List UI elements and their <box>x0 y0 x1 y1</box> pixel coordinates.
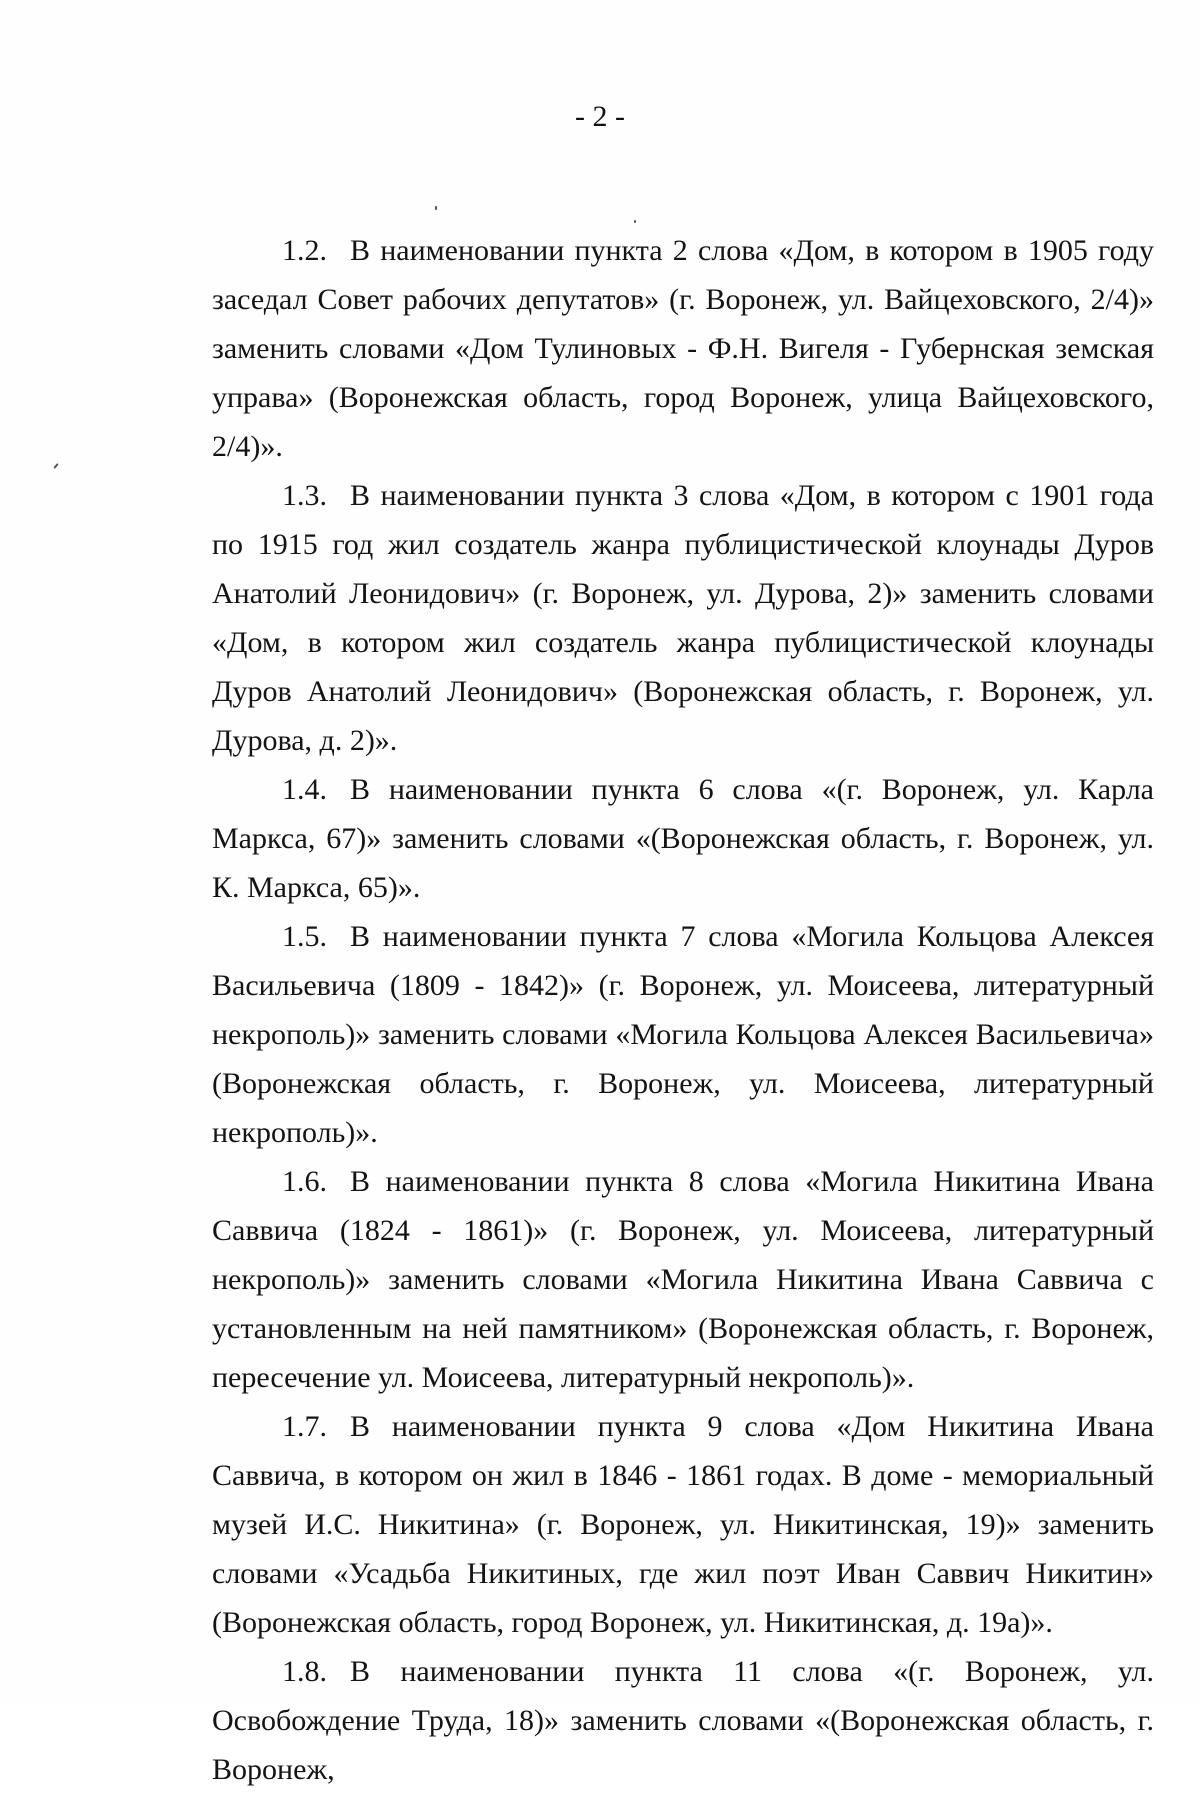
scan-speck <box>634 220 636 223</box>
clause-text: В наименовании пункта 3 слова «Дом, в котором с 1901 года по 1915 год жил создатель жанра публицистической клоунады Дуров Анатолий Леонидович» (г. Воронеж, ул. Дурова, 2)» заменить словами «Дом, в котором жил создатель жанра публицистической клоунады Дуров Анатолий Леонидович» (Воронежская область, г. Воронеж, ул. Дурова, д. 2)». <box>212 479 1154 757</box>
clause-1-5 <box>212 912 1154 1157</box>
clause-text: В наименовании пункта 8 слова «Могила Никитина Ивана Саввича (1824 - 1861)» (г. Воронеж, ул. Моисеева, литературный некрополь)» заменить словами «Могила Никитина Ивана Саввича с установленным на ней памятником» (Воронежская область, г. Воронеж, пересечение ул. Моисеева, литературный некрополь)». <box>212 1165 1154 1394</box>
scan-speck <box>53 463 58 469</box>
page-number: - 2 - <box>575 100 625 133</box>
clause-1-4 <box>212 765 1154 912</box>
clause-number: 1.5. <box>282 920 327 953</box>
clause-text: В наименовании пункта 9 слова «Дом Никитина Ивана Саввича, в котором он жил в 1846 - 1861 годах. В доме - мемориальный музей И.С. Никитина» (г. Воронеж, ул. Никитинская, 19)» заменить словами «Усадьба Никитиных, где жил поэт Иван Саввич Никитин» (Воронежская область, город Воронеж, ул. Никитинская, д. 19а)». <box>212 1410 1154 1639</box>
clause-text: В наименовании пункта 6 слова «(г. Воронеж, ул. Карла Маркса, 67)» заменить словами «(Воронежская область, г. Воронеж, ул. К. Маркса, 65)». <box>212 773 1154 904</box>
clause-text: В наименовании пункта 2 слова «Дом, в котором в 1905 году заседал Совет рабочих депутатов» (г. Воронеж, ул. Вайцеховского, 2/4)» заменить словами «Дом Тулиновых - Ф.Н. Вигеля - Губернская земская управа» (Воронежская область, город Воронеж, улица Вайцеховского, 2/4)». <box>212 234 1154 463</box>
clause-number: 1.2. <box>282 234 327 267</box>
clause-number: 1.7. <box>282 1410 327 1443</box>
document-body <box>212 226 1154 1794</box>
clause-number: 1.6. <box>282 1165 327 1198</box>
clause-text: В наименовании пункта 11 слова «(г. Воронеж, ул. Освобождение Труда, 18)» заменить словами «(Воронежская область, г. Воронеж, <box>212 1655 1154 1786</box>
clause-1-7 <box>212 1402 1154 1647</box>
clause-1-6 <box>212 1157 1154 1402</box>
clause-number: 1.3. <box>282 479 327 512</box>
clause-1-8 <box>212 1647 1154 1794</box>
clause-number: 1.4. <box>282 773 327 806</box>
clause-1-2 <box>212 226 1154 471</box>
scan-speck <box>435 206 437 210</box>
clause-1-3 <box>212 471 1154 765</box>
clause-number: 1.8. <box>282 1655 327 1688</box>
clause-text: В наименовании пункта 7 слова «Могила Кольцова Алексея Васильевича (1809 - 1842)» (г. Воронеж, ул. Моисеева, литературный некрополь)» заменить словами «Могила Кольцова Алексея Васильевича» (Воронежская область, г. Воронеж, ул. Моисеева, литературный некрополь)». <box>212 920 1154 1149</box>
